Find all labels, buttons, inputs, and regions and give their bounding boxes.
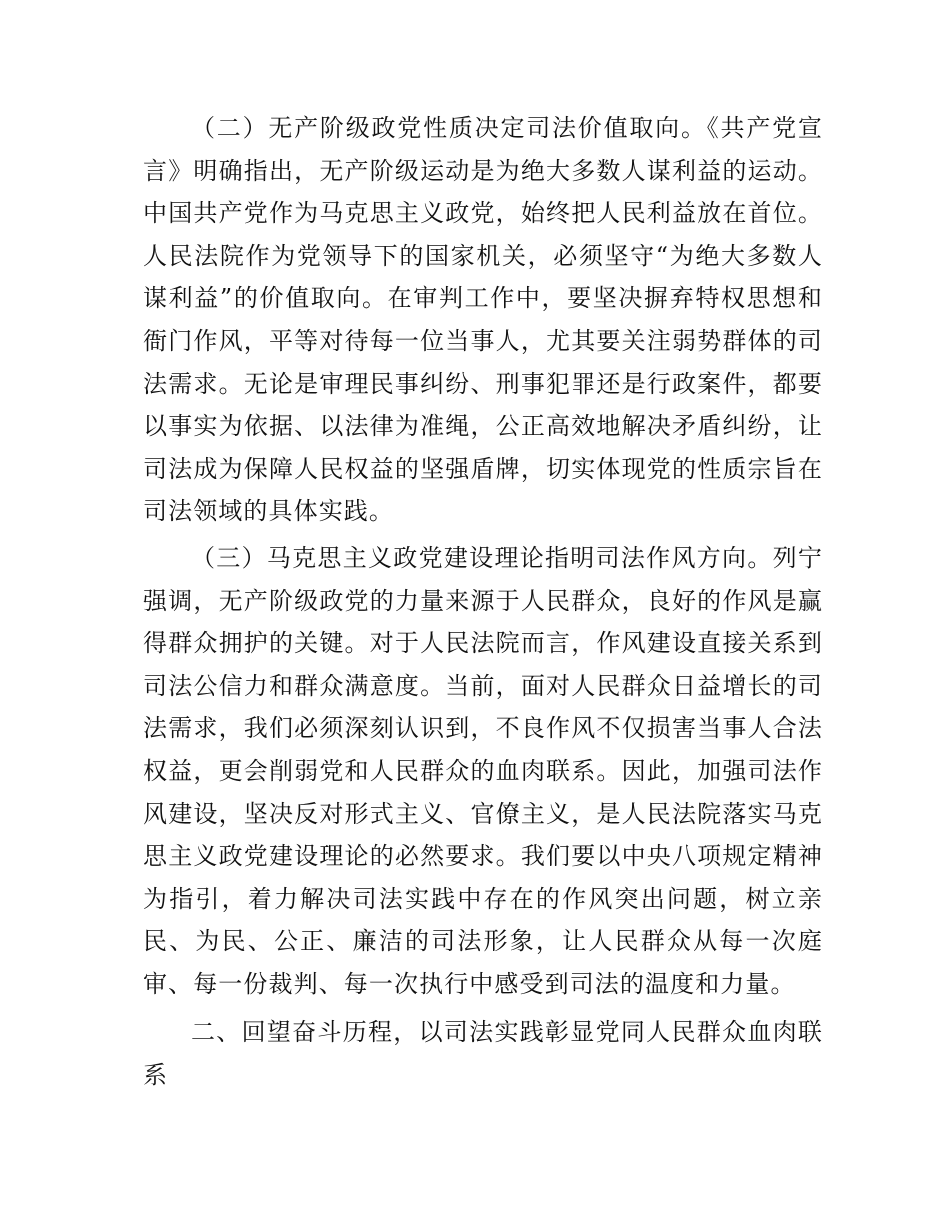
paragraph-party-nature-judicial-values: （二）无产阶级政党性质决定司法价值取向。《共产党宣言》明确指出，无产阶级运动是为绝大多数人谋利益的运动。中国共产党作为马克思主义政党，始终把人民利益放在首位。人民法院作为党领导下的国家机关，必须坚守“为绝大多数人谋利益”的价值取向。在审判工作中，要坚决摒弃特权思想和衙门作风，平等对待每一位当事人，尤其要关注弱势群体的司法需求。无论是审理民事纠纷、刑事犯罪还是行政案件，都要以事实为依据、以法律为准绳，公正高效地解决矛盾纠纷，让司法成为保障人民权益的坚强盾牌，切实体现党的性质宗旨在司法领域的具体实践。: [143, 114, 823, 526]
paragraph-party-building-judicial-style: （三）马克思主义政党建设理论指明司法作风方向。列宁强调，无产阶级政党的力量来源于人民群众，良好的作风是赢得群众拥护的关键。对于人民法院而言，作风建设直接关系到司法公信力和群众满意度。当前，面对人民群众日益增长的司法需求，我们必须深刻认识到，不良作风不仅损害当事人合法权益，更会削弱党和人民群众的血肉联系。因此，加强司法作风建设，坚决反对形式主义、官僚主义，是人民法院落实马克思主义政党建设理论的必然要求。我们要以中央八项规定精神为指引，着力解决司法实践中存在的作风突出问题，树立亲民、为民、公正、廉洁的司法形象，让人民群众从每一次庭审、每一份裁判、每一次执行中感受到司法的温度和力量。: [143, 544, 823, 998]
section-heading-two: 二、回望奋斗历程，以司法实践彰显党同人民群众血肉联系: [143, 1018, 823, 1089]
